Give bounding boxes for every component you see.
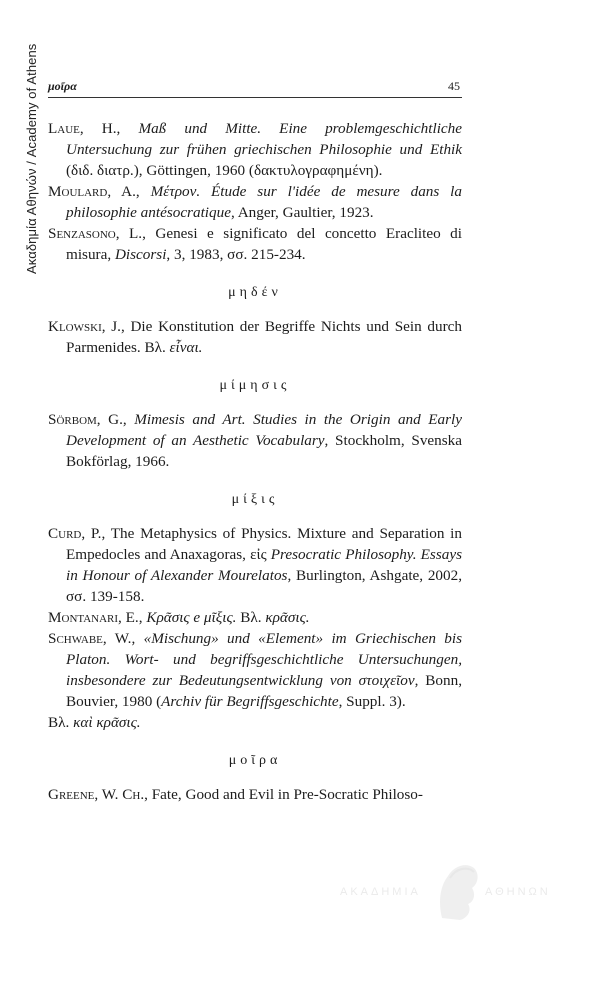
- entry-author: Laue, H.,: [48, 120, 121, 137]
- bibliography-entry: [48, 712, 462, 733]
- entry-text: , Burlington, Ashgate, 2002, σσ. 139-158.: [66, 567, 462, 605]
- entry-text: Genesi e significato del concetto Eracliteo di misura,: [66, 225, 462, 263]
- entry-title-text: Discorsi: [114, 246, 167, 263]
- entry-title-text: Presocratic Philosophy. Essays in Honour of Alexander Mourelatos: [66, 546, 462, 584]
- entry-author: Greene, W. Ch.,: [48, 786, 148, 803]
- entry-text: , Bonn, Bouvier, 1980 (: [66, 672, 463, 710]
- bibliography-entry: [48, 118, 462, 181]
- entry-text: The Metaphysics of Physics. Mixture and Separation in Empedocles and Anaxagoras, εἰς: [66, 525, 462, 563]
- bibliography-entry: [48, 628, 462, 712]
- entry-author: Schwabe, W.,: [48, 630, 136, 647]
- entry-title-text: κρᾶσις.: [265, 609, 310, 626]
- entry-title-text: Κρᾶσις e μῖξις.: [146, 609, 237, 626]
- entry-text: Βλ.: [236, 609, 266, 626]
- entry-title-text: «Mischung» und «Element» im Griechischen bis Platon. Wort- und begriffsgeschichtliche Untersuchungen, insbesondere zur Bedeutungsentwicklung von στοιχεῖον: [66, 630, 462, 689]
- entry-author: Sörbom, G.,: [48, 411, 127, 428]
- section-heading-mimesis: μίμησις: [219, 378, 291, 393]
- bibliography-entry: [48, 409, 462, 472]
- bibliography-entry: [48, 523, 462, 607]
- bibliography-entry: [48, 223, 462, 265]
- bibliography-entry: [48, 784, 462, 805]
- bibliography-entry: [48, 316, 462, 358]
- header-rule: [48, 97, 462, 98]
- entry-text: [140, 183, 151, 200]
- entry-text: , Suppl. 3).: [338, 693, 406, 710]
- entry-author: Curd, P.,: [48, 525, 106, 542]
- section-heading-meden: μηδέν: [228, 285, 282, 300]
- entry-author: Senzasono, L.,: [48, 225, 146, 242]
- section-heading-mixis: μίξις: [231, 492, 279, 507]
- entry-title-text: καὶ κρᾶσις.: [73, 714, 141, 731]
- academy-watermark: [340, 858, 570, 928]
- entry-title-text: Archiv für Begriffsgeschichte: [161, 693, 339, 710]
- page-number: 45: [448, 79, 460, 93]
- entry-title-text: Μέτρον. Étude sur l'idée de mesure dans la philosophie antésocratique: [66, 183, 462, 221]
- watermark-text-right: ΑΘΗΝΩΝ: [485, 886, 551, 898]
- entry-title-text: Maß und Mitte. Eine problemgeschichtliche Untersuchung zur frühen griechischen Philosophie und Ethik: [66, 120, 463, 158]
- entry-text: , 3, 1983, σσ. 215-234.: [166, 246, 306, 263]
- athena-head-icon: [432, 858, 484, 924]
- entry-text: , Anger, Gaultier, 1923.: [230, 204, 374, 221]
- section-heading-moira: μοῖρα: [228, 753, 282, 768]
- bibliography-entry: [48, 181, 462, 223]
- running-head-title: μοῖρα: [48, 79, 77, 93]
- entry-title-text: Mimesis and Art. Studies in the Origin and Early Development of an Aesthetic Vocabulary: [66, 411, 462, 449]
- bibliography-body: [48, 118, 462, 805]
- entry-text: [135, 630, 143, 647]
- entry-text: , Stockholm, Svenska Bokförlag, 1966.: [66, 432, 463, 470]
- entry-title-text: εἶναι.: [169, 339, 203, 356]
- bibliography-entry: [48, 607, 462, 628]
- entry-text: [120, 120, 138, 137]
- entry-author: Klowski, J.,: [48, 318, 125, 335]
- running-head: [48, 79, 460, 94]
- watermark-text-left: ΑΚΑΔΗΜΙΑ: [340, 886, 421, 898]
- entry-text: (διδ. διατρ.), Göttingen, 1960 (δακτυλογραφημένη).: [66, 162, 383, 179]
- archive-side-label: Ακαδημία Αθηνών / Academy of Athens: [24, 43, 39, 275]
- entry-text: Βλ.: [48, 714, 74, 731]
- entry-text: Die Konstitution der Begriffe Nichts und Sein durch Parmenides. Βλ.: [66, 318, 462, 356]
- entry-text: Fate, Good and Evil in Pre-Socratic Philoso-: [147, 786, 423, 803]
- entry-author: Moulard, A.,: [48, 183, 140, 200]
- entry-author: Montanari, E.,: [48, 609, 143, 626]
